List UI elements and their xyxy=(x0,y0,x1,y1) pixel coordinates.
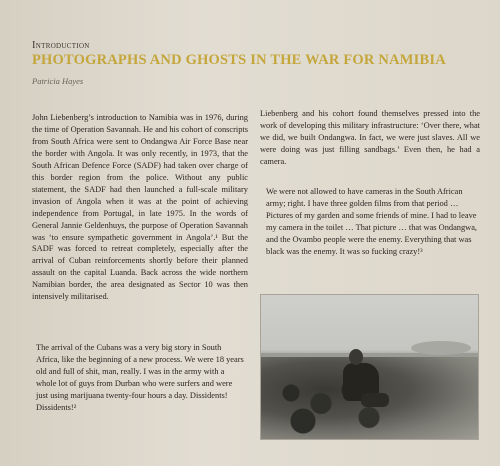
photo-man-head xyxy=(349,349,363,365)
chapter-title: PHOTOGRAPHS AND GHOSTS IN THE WAR FOR NAMIBIA xyxy=(32,52,446,68)
right-column-body xyxy=(260,108,480,168)
left-paragraph: John Liebenberg’s introduction to Namibia was in 1976, during the time of Operation Savannah. He and his cohort of conscripts from South Africa were sent to Ondangwa Air Force Base near the border with Angola. It was only recently, in 1973, that the South African Defence Force (SADF) had taken over charge of this border region from the police. Without any public statement, the SADF had then launched a full-scale military invasion of Angola when it was at the point of achieving independence from Portugal, in late 1975. In the words of General Jannie Geldenhuys, the purpose of Operation Savannah was ‘to ensure sympathetic government in Angola’.¹ But the SADF was forced to retreat completely, especially after the arrival of Cuban reinforcements shortly before their planned assault on the capital Luanda. Back across the wide northern Namibian border, the area designated as Sector 10 was then intensively militarised. xyxy=(32,113,248,302)
archival-photograph xyxy=(260,294,479,440)
author-name: Patricia Hayes xyxy=(32,76,84,86)
photo-man-leg xyxy=(361,393,389,407)
section-label: Introduction xyxy=(32,40,90,51)
right-paragraph: Liebenberg and his cohort found themselves pressed into the work of developing this military infrastructure: ‘Over there, what we did, we built Ondangwa. In fact, we were just slaves. All we were doing was just filling sandbags.’ Even then, he had a camera. xyxy=(260,109,480,166)
left-block-quote: The arrival of the Cubans was a very big story in South Africa, like the beginning of a new process. We were 18 years old and full of shit, man, really. I was in the army with a whole lot of guys from Durban who were surfers and were just using marijuana twenty-four hours a day. Dissidents! Dissidents!² xyxy=(36,343,244,412)
photo-distant-trees xyxy=(411,341,471,355)
right-block-quote: We were not allowed to have cameras in the South African army; right. I have three golden films from that period … Pictures of my garden and some friends of mine. I had to leave my camera in the toilet … That picture … that was Ondangwa, and the Ovambo people were the enemy. Everything that was black was the enemy. It was so fucking crazy!³ xyxy=(266,187,478,256)
left-column-body xyxy=(32,112,248,303)
